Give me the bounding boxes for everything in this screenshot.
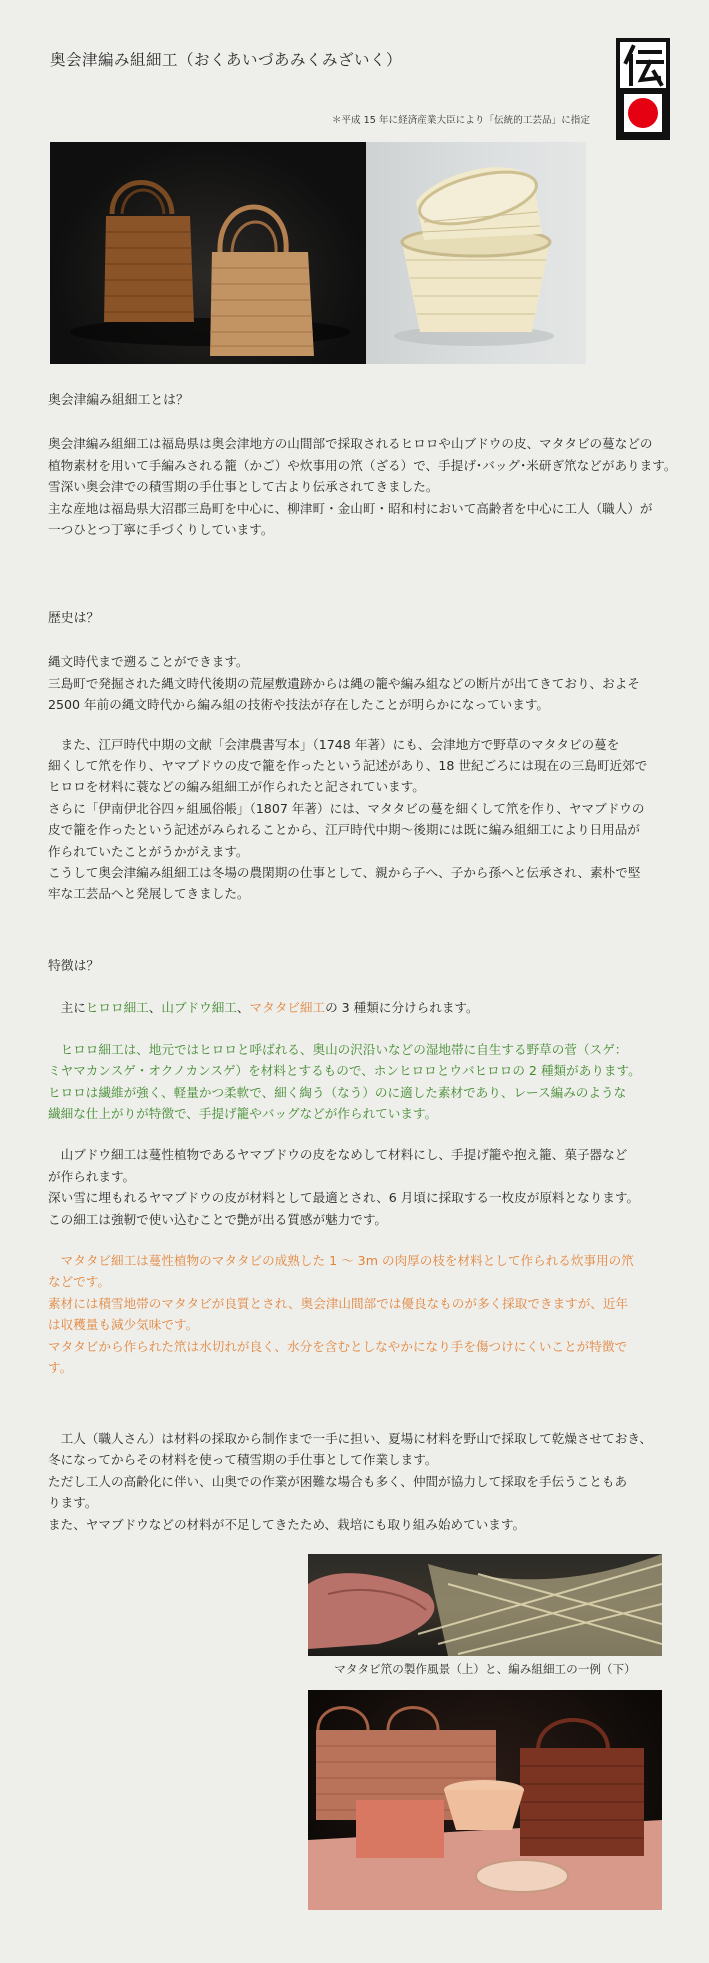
den-glyph-icon [620,42,666,88]
intro-section [48,390,680,540]
intro-heading: 奥会津編み組細工とは？ [48,393,189,408]
designation-note: ＊平成 15 年に経済産業大臣により「伝統的工芸品」に指定 [331,115,590,126]
intro-line: 奥会津編み組細工は福島県は奥会津地方の山間部で採取されるヒロロや山ブドウの皮、マタタビの蔓などの [48,436,653,452]
matatabi-label: マタタビ細工 [249,1000,326,1016]
history-line: 2500 年前の縄文時代から編み組の技術や技法が存在したことが明らかになっています。 [48,697,550,713]
craftsmen-line: 冬になってからその材料を使って積雪期の手仕事として作業します。 [48,1452,438,1468]
traditional-craft-logo [616,38,670,140]
page-title: 奥会津編み組細工（おくあいづあみくみざいく） [50,51,403,69]
hiroro-line: ミヤマカンスゲ・オクノカンスゲ）を材料とするもので、ホンヒロロとウバヒロロの 2 種類があります。 [48,1063,641,1079]
crafts-display-photo [308,1690,662,1910]
weaving-process-photo [308,1554,662,1656]
hiroro-line: 繊細な仕上がりが特徴で、手提げ籠やバッグなどが作られています。 [48,1106,438,1122]
hiroro-label: ヒロロ細工 [85,1000,149,1016]
history-line: ヒロロを材料に蓑などの編み組細工が作られたと記されています。 [48,779,425,795]
history-line: 三島町で発掘された縄文時代後期の荒屋敷遺跡からは縄の籠や編み組などの断片が出てきており、およそ [48,675,640,691]
craftsmen-line: 工人（職人さん）は材料の採取から制作まで一手に担い、夏場に材料を野山で採取して乾燥させておき、 [48,1431,652,1446]
history-line: 作られていたことがうかがえます。 [48,843,249,859]
history-line: 牢な工芸品へと発展してきました。 [48,886,250,902]
intro-line: 植物素材を用いて手編みされる籠（かご）や炊事用の笊（ざる）で、手提げ･バッグ･米研ぎ笊などがあります。 [48,457,677,473]
history-line: さらに「伊南伊北谷四ヶ組風俗帳」（1807 年著）には、マタタビの蔓を細くして笊を作り、ヤマブドウの [48,800,645,816]
yamabudo-line: が作られます。 [48,1168,136,1184]
matatabi-line: 素材には積雪地帯のマタタビが良質とされ、奥会津山間部では優良なものが多く採取できますが、近年 [48,1295,629,1311]
baskets-photo [50,142,366,364]
yamabudo-line: 山ブドウ細工は蔓性植物であるヤマブドウの皮をなめして材料にし、手提げ籠や抱え籠、菓子器など [48,1147,628,1163]
summary-text: 、 [236,1000,250,1016]
matatabi-line: などです。 [48,1274,110,1290]
features-heading: 特徴は？ [48,959,100,974]
matatabi-line: マタタビ細工は蔓性植物のマタタビの成熟した 1 ～ 3m の肉厚の枝を材料として作られる炊事用の笊 [48,1253,634,1269]
history-line: 細くして笊を作り、ヤマブドウの皮で籠を作ったという記述があり、18 世紀ごろには現在の三島町近郊で [48,758,648,774]
craftsmen-section [48,1428,680,1535]
hiroro-line: ヒロロは繊維が強く、軽量かつ柔軟で、細く綯う（なう）のに適した素材であり、レース編みのような [48,1084,627,1100]
red-circle-icon [624,94,662,132]
photo-caption: マタタビ笊の製作風景（上）と、編み組細工の一例（下） [334,1662,636,1676]
history-heading: 歴史は？ [48,611,100,626]
features-summary [48,997,680,1018]
summary-text: 主に [48,1000,86,1016]
history-line: 縄文時代まで遡ることができます。 [48,654,249,670]
summary-text: 、 [148,1000,162,1016]
yamabudo-line: 深い雪に埋もれるヤマブドウの皮が材料として最適とされ、6 月頃に採取する一枚皮が原料となります。 [48,1190,640,1206]
features-section [48,956,680,1379]
matatabi-line: マタタビから作られた笊は水切れが良く、水分を含むとしなやかになり手を傷つけにくいことが特徴で [48,1338,628,1354]
craftsmen-line: ります。 [48,1495,98,1511]
craftsmen-line: また、ヤマブドウなどの材料が不足してきたため、栽培にも取り組み始めています。 [48,1516,526,1532]
history-line: また、江戸時代中期の文献「会津農書写本」（1748 年著）にも、会津地方で野草のマタタビの蔓を [48,736,620,752]
intro-line: 主な産地は福島県大沼郡三島町を中心に、柳津町・金山町・昭和村において高齢者を中心に工人（職人）が [48,500,653,516]
summary-text: の 3 種類に分けられます。 [325,1000,479,1016]
history-line: 皮で籠を作ったという記述がみられることから、江戸時代中期～後期には既に編み組細工により日用品が [48,822,640,838]
intro-line: 一つひとつ丁寧に手づくりしています。 [48,522,274,538]
history-section [48,608,680,905]
matatabi-line: す。 [48,1360,73,1376]
stacked-zaru-photo [366,142,586,364]
history-line: こうして奥会津編み組細工は冬場の農閑期の仕事として、親から子へ、子から孫へと伝承され、素朴で堅 [48,865,641,881]
yamabudo-line: この細工は強靭で使い込むことで艶が出る質感が魅力です。 [48,1211,388,1227]
matatabi-line: は収穫量も減少気味です。 [48,1317,199,1333]
hiroro-line: ヒロロ細工は、地元ではヒロロと呼ばれる、奥山の沢沿いなどの湿地帯に自生する野草の菅（スゲ： [48,1041,628,1057]
intro-line: 雪深い奥会津での積雪期の手仕事として古より伝承されてきました。 [48,479,439,495]
yamabudo-label: 山ブドウ細工 [161,1000,237,1016]
craftsmen-line: ただし工人の高齢化に伴い、山奥での作業が困難な場合も多く、仲間が協力して採取を手伝うこともあ [48,1473,628,1489]
